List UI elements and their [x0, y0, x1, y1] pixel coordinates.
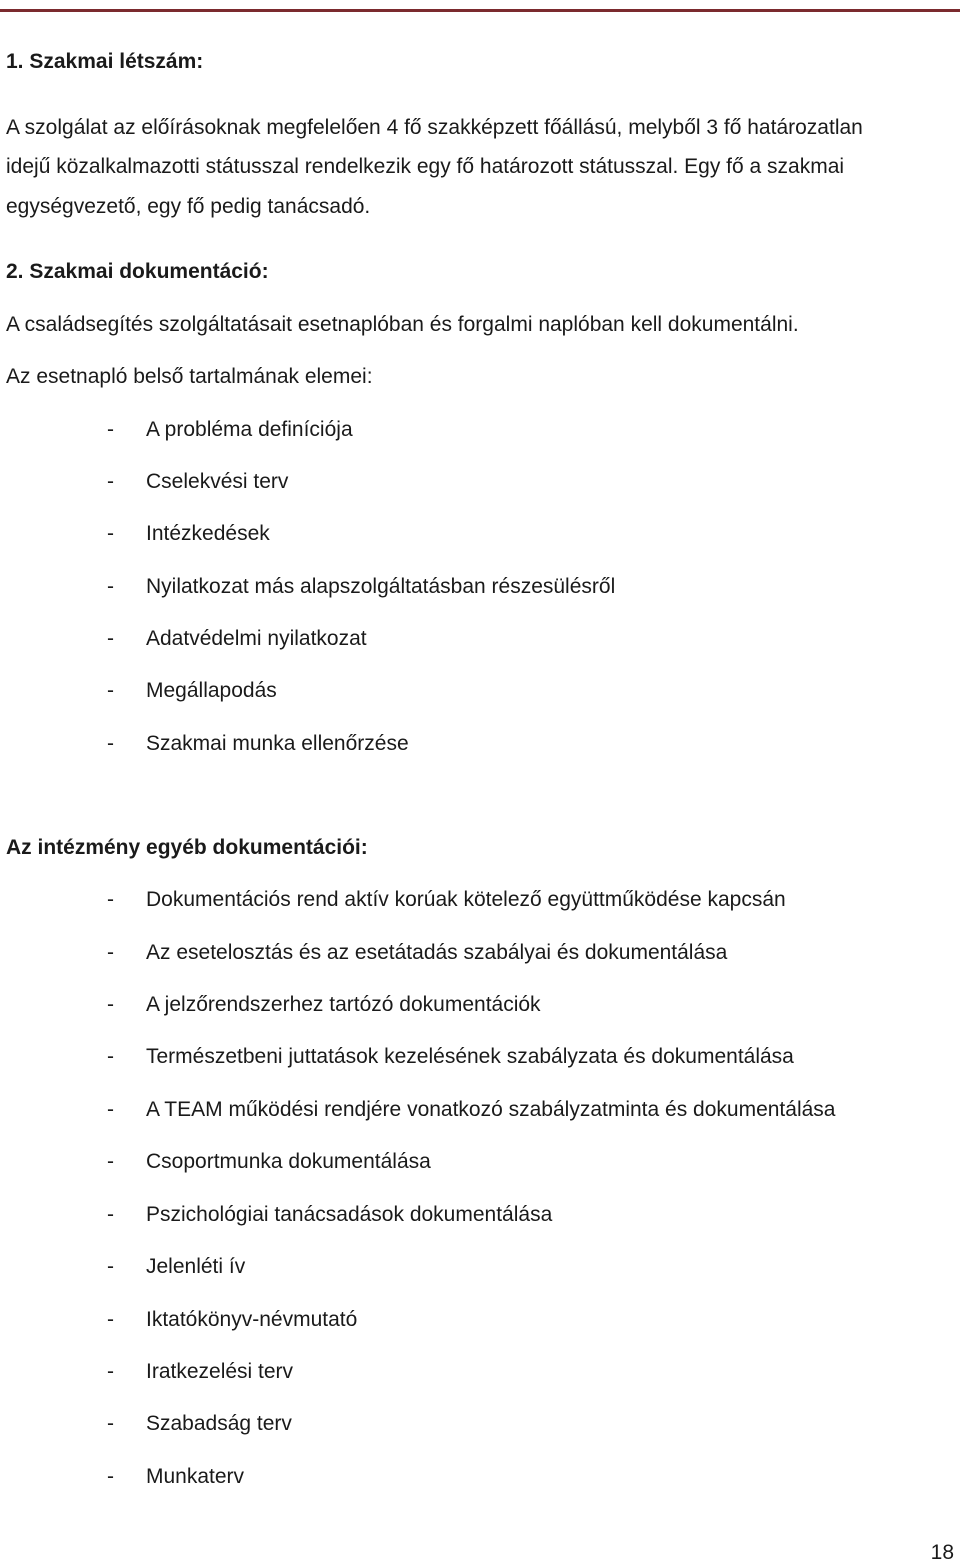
list-item-label: Dokumentációs rend aktív korúak kötelező együttműködése kapcsán — [146, 888, 786, 911]
list-item — [107, 731, 409, 757]
bullet-dash: - — [107, 1360, 114, 1383]
list-item-label: Adatvédelmi nyilatkozat — [146, 627, 367, 650]
list-item-label: Szabadság terv — [146, 1412, 292, 1435]
bullet-dash: - — [107, 993, 114, 1016]
list-item — [107, 417, 353, 443]
list-item — [107, 626, 367, 652]
bullet-dash: - — [107, 627, 114, 650]
list-item-label: Intézkedések — [146, 522, 270, 545]
list-item — [107, 887, 786, 913]
bullet-dash: - — [107, 1098, 114, 1121]
bullet-dash: - — [107, 1203, 114, 1226]
list-item — [107, 1254, 245, 1280]
list-item-label: Megállapodás — [146, 679, 277, 702]
list-item — [107, 1202, 552, 1228]
list-item — [107, 1307, 357, 1333]
list-item — [107, 1044, 794, 1070]
section1-paragraph-line2: idejű közalkalmazotti státusszal rendelkezik egy fő határozott státusszal. Egy fő a szakmai — [6, 155, 845, 178]
bullet-dash: - — [107, 575, 114, 598]
list-item-label: Csoportmunka dokumentálása — [146, 1150, 431, 1173]
page-number: 18 — [930, 1541, 954, 1564]
list-item-label: Szakmai munka ellenőrzése — [146, 732, 409, 755]
bullet-dash: - — [107, 1465, 114, 1488]
bullet-dash: - — [107, 941, 114, 964]
other-docs-heading: Az intézmény egyéb dokumentációi: — [6, 836, 368, 859]
list-item-label: Cselekvési terv — [146, 470, 289, 493]
bullet-dash: - — [107, 1255, 114, 1278]
list-item-label: Nyilatkozat más alapszolgáltatásban részesülésről — [146, 575, 616, 598]
bullet-dash: - — [107, 1150, 114, 1173]
section2-heading: 2. Szakmai dokumentáció: — [6, 260, 269, 283]
bullet-dash: - — [107, 679, 114, 702]
section1-heading: 1. Szakmai létszám: — [6, 50, 204, 73]
bullet-dash: - — [107, 732, 114, 755]
list-item-label: A jelzőrendszerhez tartózó dokumentációk — [146, 993, 541, 1016]
list-item — [107, 574, 615, 600]
section2-paragraph: A családsegítés szolgáltatásait esetnaplóban és forgalmi naplóban kell dokumentálni. — [6, 313, 799, 336]
case-log-intro: Az esetnapló belső tartalmának elemei: — [6, 365, 373, 388]
list-item — [107, 1464, 244, 1490]
bullet-dash: - — [107, 1412, 114, 1435]
bullet-dash: - — [107, 888, 114, 911]
list-item — [107, 992, 541, 1018]
top-border-rule — [0, 9, 960, 12]
list-item — [107, 678, 277, 704]
list-item-label: Iratkezelési terv — [146, 1360, 294, 1383]
list-item — [107, 1359, 293, 1385]
section1-paragraph-line3: egységvezető, egy fő pedig tanácsadó. — [6, 195, 371, 218]
list-item-label: Jelenléti ív — [146, 1255, 246, 1278]
list-item — [107, 1149, 431, 1175]
bullet-dash: - — [107, 1308, 114, 1331]
section1-paragraph-line1: A szolgálat az előírásoknak megfelelően 4 fő szakképzett főállású, melyből 3 fő határozatlan — [6, 116, 863, 139]
bullet-dash: - — [107, 1045, 114, 1068]
list-item — [107, 1097, 835, 1123]
list-item-label: A probléma definíciója — [146, 418, 353, 441]
bullet-dash: - — [107, 470, 114, 493]
list-item-label: A TEAM működési rendjére vonatkozó szabályzatminta és dokumentálása — [146, 1098, 836, 1121]
list-item — [107, 1411, 292, 1437]
list-item-label: Munkaterv — [146, 1465, 245, 1488]
list-item-label: Természetbeni juttatások kezelésének szabályzata és dokumentálása — [146, 1045, 794, 1068]
bullet-dash: - — [107, 522, 114, 545]
list-item — [107, 521, 270, 547]
list-item — [107, 940, 727, 966]
list-item-label: Iktatókönyv-névmutató — [146, 1308, 358, 1331]
list-item — [107, 469, 288, 495]
bullet-dash: - — [107, 418, 114, 441]
list-item-label: Az esetelosztás és az esetátadás szabályai és dokumentálása — [146, 941, 728, 964]
list-item-label: Pszichológiai tanácsadások dokumentálása — [146, 1203, 553, 1226]
